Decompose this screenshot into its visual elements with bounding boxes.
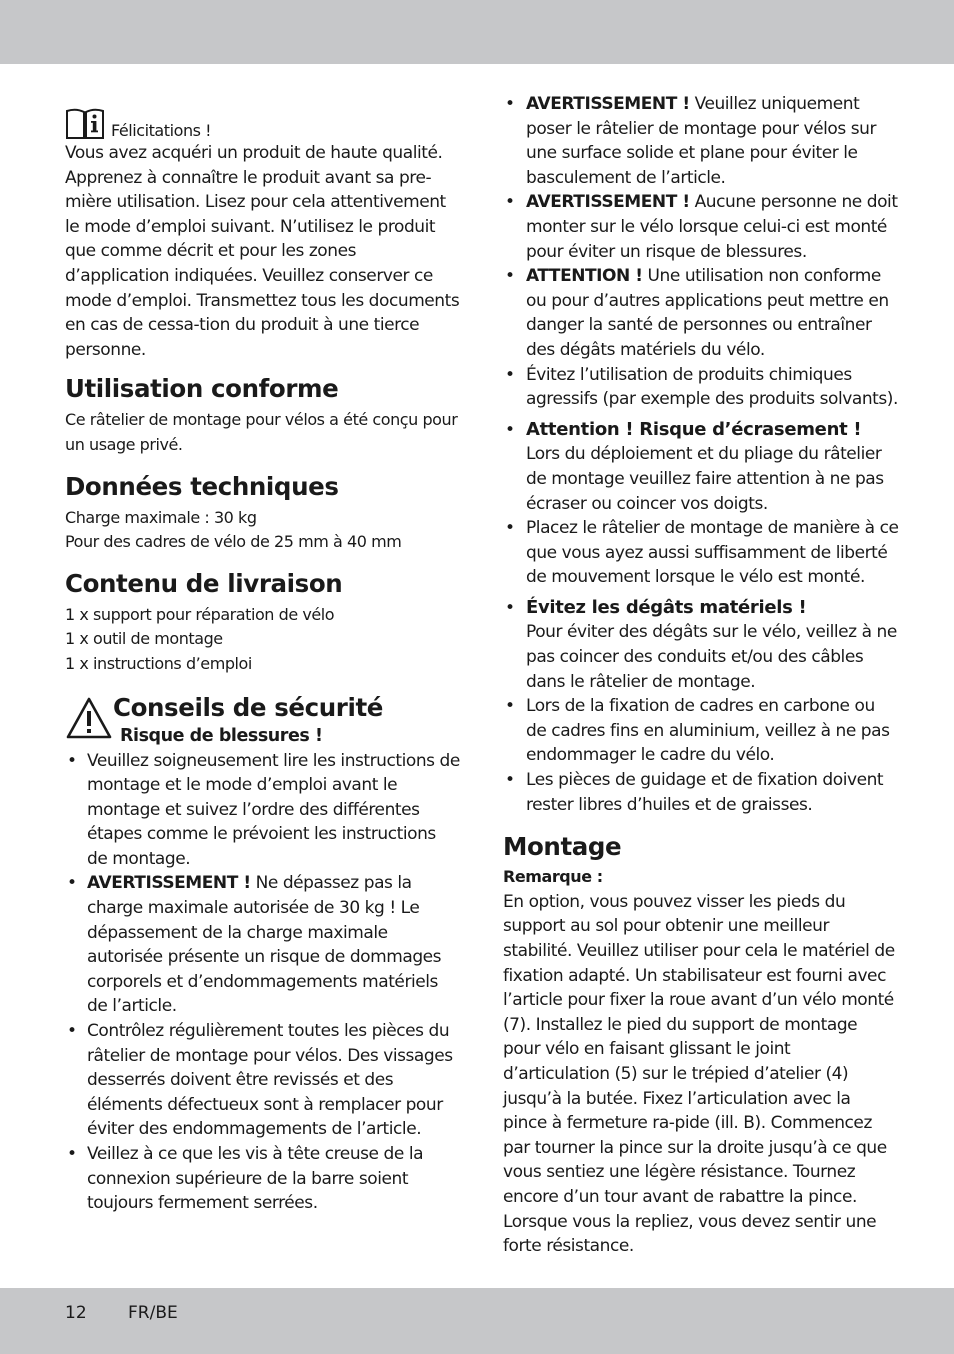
heading-donnees: Données techniques xyxy=(65,471,339,501)
intro-header xyxy=(65,103,460,141)
list-item xyxy=(503,418,899,516)
heading-utilisation: Utilisation conforme xyxy=(65,374,339,404)
heading-ecrasement: • Attention ! Risque d’écrasement ! xyxy=(526,418,862,440)
list-item: • ATTENTION ! Une utilisation non conforme ou pour d’autres applications peut mettre en danger la santé de personnes ou entraîner des dégâts matériels du vélo. xyxy=(503,264,899,362)
heading-conseils: Conseils de sécurité xyxy=(113,692,384,722)
language-code: FR/BE xyxy=(128,1303,178,1323)
montage-note-label: Remarque : xyxy=(503,867,603,887)
degats-section xyxy=(503,596,899,817)
list-item: • Lors de la fixation de cadres en carbone ou de cadres fins en aluminium, veillez à ne pas endommager le cadre du vélo. xyxy=(503,694,899,768)
contenu-item: 1 x instructions d’emploi xyxy=(65,653,252,673)
ecrasement-text: Lors du déploiement et du pliage du râtelier de montage veuillez faire attention à ne pas écraser ou coincer vos doigts. xyxy=(526,444,884,514)
heading-contenu: Contenu de livraison xyxy=(65,568,343,598)
top-bar xyxy=(0,0,954,64)
list-item: • Contrôlez régulièrement toutes les pièces du râtelier de montage pour vélos. Des vissages desserrés doivent être revissés et des éléments défectueux sont à remplacer pour éviter des endommagements de l’article. xyxy=(65,1019,460,1142)
subheading-risque: Risque de blessures ! xyxy=(120,725,323,746)
ecrasement-section xyxy=(503,418,899,590)
left-column xyxy=(65,103,460,1216)
contenu-item: 1 x outil de montage xyxy=(65,629,223,649)
right-column xyxy=(503,92,899,1259)
safety-list-left xyxy=(65,749,460,1216)
info-book-icon xyxy=(65,107,105,141)
safety-list-right xyxy=(503,92,899,412)
list-item: • AVERTISSEMENT ! Aucune personne ne doit monter sur le vélo lorsque celui-ci est monté pour éviter un risque de blessures. xyxy=(503,190,899,264)
list-item: • Veuillez soigneusement lire les instructions de montage et le mode d’emploi avant le montage et suivez l’ordre des différentes étapes comme le prévoient les instructions de montage. xyxy=(65,749,460,872)
list-item: • Placez le râtelier de montage de manière à ce que vous ayez aussi suffisamment de liberté de mouvement lorsque le vélo est monté. xyxy=(503,516,899,590)
list-item: • Veillez à ce que les vis à tête creuse de la connexion supérieure de la barre soient toujours fermement serrées. xyxy=(65,1142,460,1216)
montage-text: En option, vous pouvez visser les pieds du support au sol pour obtenir une meilleur stabilité. Veuillez utiliser pour cela le matériel de fixation adapté. Un stabilisateur est fourni avec l’article pour fixer la roue avant d’un vélo monté (7). Installez le pied du support de montage pour vélo en faisant glissant le joint d’articulation (5) sur le trépied d’atelier (4) jusqu’à la butée. Fixez l’articulation avec la pince à fermeture ra-pide (ill. B). Commencez par tourner la pince sur la droite jusqu’à ce que vous sentiez une légère résistance. Tournez encore d’un tour avant de rabattre la pince. Lorsque vous la repliez, vous devez sentir une forte résistance. xyxy=(503,891,895,1257)
contenu-item: 1 x support pour réparation de vélo xyxy=(65,604,335,624)
donnees-line-2: Pour des cadres de vélo de 25 mm à 40 mm xyxy=(65,532,402,552)
heading-degats: • Évitez les dégâts matériels ! xyxy=(526,596,807,618)
list-item: • AVERTISSEMENT ! Ne dépassez pas la charge maximale autorisée de 30 kg ! Le dépassement de la charge maximale autorisée présente un risque de dommages corporels et d’endommagements matériels de l’article. xyxy=(65,871,460,1019)
warning-triangle-icon xyxy=(65,696,113,740)
donnees-line-1: Charge maximale : 30 kg xyxy=(65,507,257,527)
degats-text: Pour éviter des dégâts sur le vélo, veillez à ne pas coincer des conduits et/ou des câbles dans le râtelier de montage. xyxy=(526,622,897,692)
utilisation-text: Ce râtelier de montage pour vélos a été conçu pour un usage privé. xyxy=(65,410,458,454)
intro-title: Félicitations ! xyxy=(111,121,212,140)
footer-bar xyxy=(0,1288,954,1354)
list-item: • AVERTISSEMENT ! Veuillez uniquement poser le râtelier de montage pour vélos sur une surface solide et plane pour éviter le basculement de l’article. xyxy=(503,92,899,190)
list-item xyxy=(503,596,899,694)
heading-montage: Montage xyxy=(503,832,622,862)
safety-header xyxy=(65,693,460,749)
list-item: • Évitez l’utilisation de produits chimiques agressifs (par exemple des produits solvants). xyxy=(503,363,899,412)
page-number: 12 xyxy=(65,1303,87,1323)
intro-text: Vous avez acquéri un produit de haute qualité. Apprenez à connaître le produit avant sa pre-mière utilisation. Lisez pour cela attentivement le mode d’emploi suivant. N’utilisez le produit que comme décrit et pour les zones d’application indiquées. Veuillez conserver ce mode d’emploi. Transmettez tous les documents en cas de cessa-tion du produit à une tierce personne. xyxy=(65,143,460,360)
list-item: • Les pièces de guidage et de fixation doivent rester libres d’huiles et de graisses. xyxy=(503,768,899,817)
